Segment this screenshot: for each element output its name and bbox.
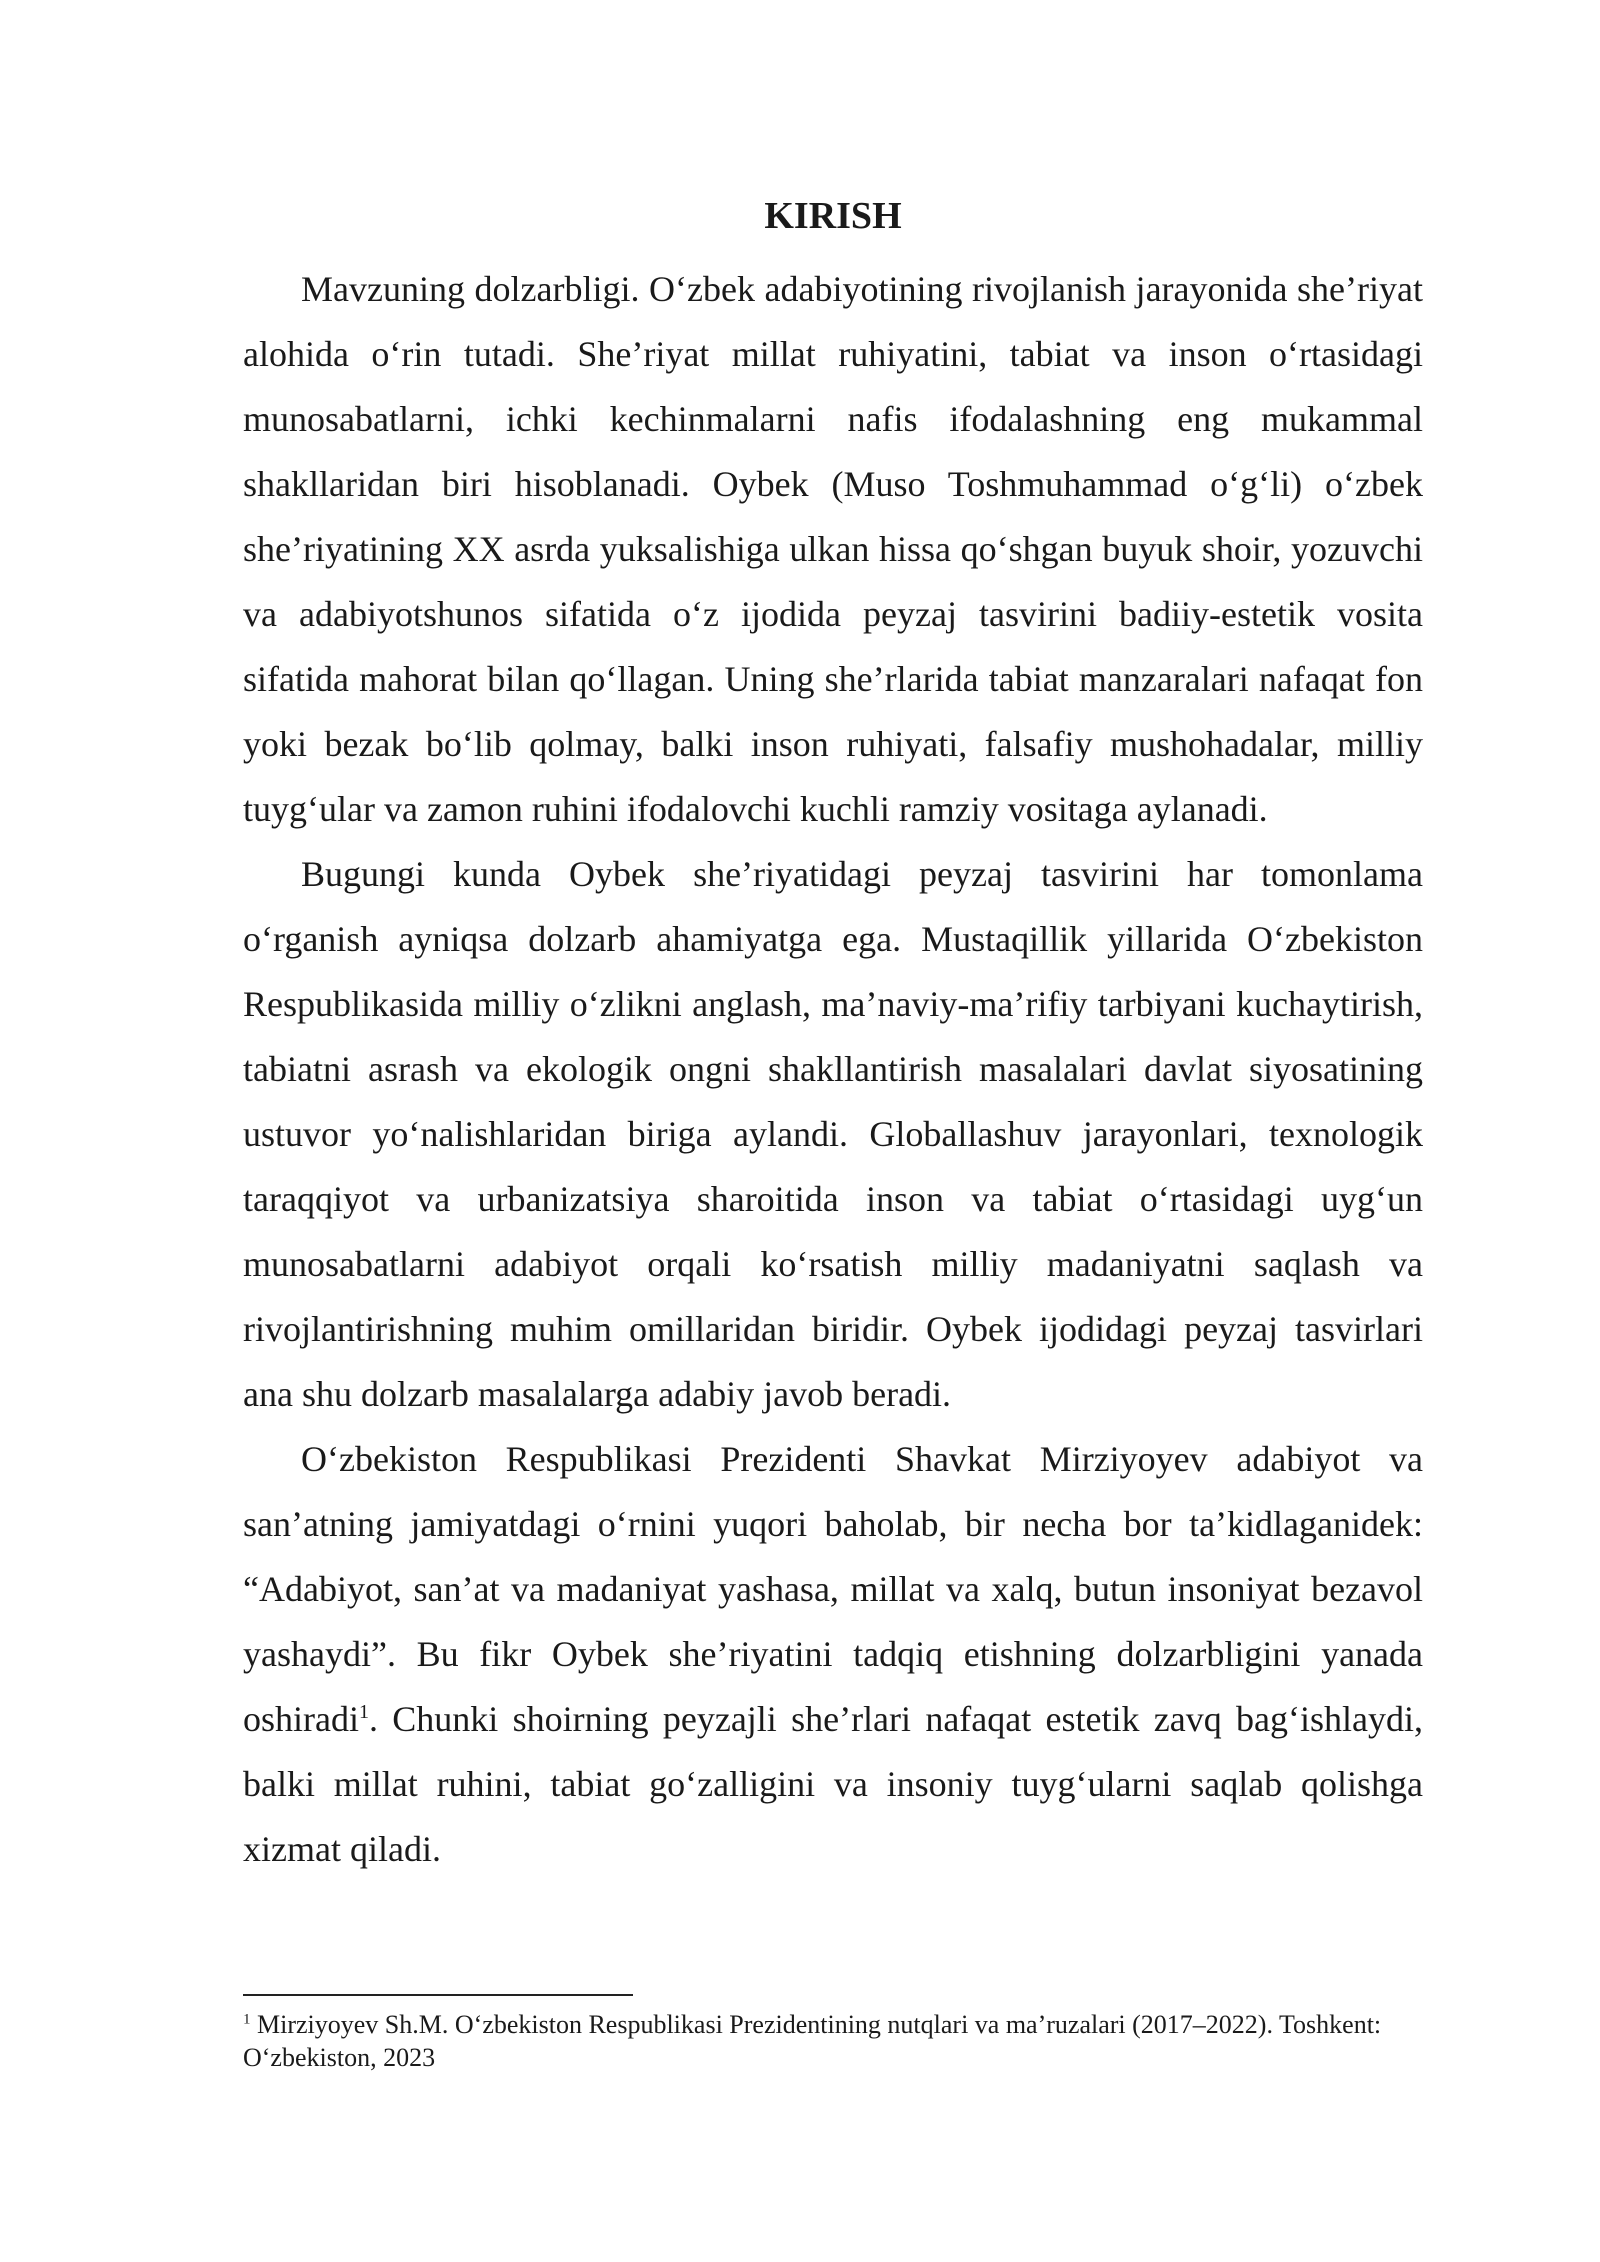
paragraph-relevance: Mavzuning dolzarbligi. O‘zbek adabiyotining rivojlanish jarayonida she’riyat alohida o‘rin tutadi. She’riyat millat ruhiyatini, tabiat va inson o‘rtasidagi munosabatlarni, ichki kechinmalarni nafis ifodalashning eng mukammal shakllaridan biri hisoblanadi. Oybek (Muso Toshmuhammad o‘g‘li) o‘zbek she’riyatining XX asrda yuksalishiga ulkan hissa qo‘shgan buyuk shoir, yozuvchi va adabiyotshunos sifatida o‘z ijodida peyzaj tasvirini badiiy-estetik vosita sifatida mahorat bilan qo‘llagan. Uning she’rlarida tabiat manzaralari nafaqat fon yoki bezak bo‘lib qolmay, balki inson ruhiyati, falsafiy mushohadalar, milliy tuyg‘ular va zamon ruhini ifodalovchi kuchli ramziy vositaga aylanadi.: [243, 269, 1423, 829]
footnote: [243, 2008, 1423, 2074]
footnote-marker: 1: [243, 2011, 251, 2028]
body-text: [243, 257, 1423, 1882]
page-title: KIRISH: [764, 195, 902, 237]
footnote-reference: 1: [358, 1701, 369, 1723]
paragraph-president-text-before: O‘zbekiston Respublikasi Prezidenti Shavkat Mirziyoyev adabiyot va san’atning jamiyatdagi o‘rnini yuqori baholab, bir necha bor ta’kidlaganidek: “Adabiyot, san’at va madaniyat yashasa, millat va xalq, butun insoniyat bezavol yashaydi”. Bu fikr Oybek she’riyatini tadqiq etishning dolzarbligini yanada oshiradi: [243, 1439, 1423, 1739]
paragraph-president: [243, 1427, 1423, 1882]
paragraph-today: Bugungi kunda Oybek she’riyatidagi peyzaj tasvirini har tomonlama o‘rganish ayniqsa dolzarb ahamiyatga ega. Mustaqillik yillarida O‘zbekiston Respublikasida milliy o‘zlikni anglash, ma’naviy-ma’rifiy tarbiyani kuchaytirish, tabiatni asrash va ekologik ongni shakllantirish masalalari davlat siyosatining ustuvor yo‘nalishlaridan biriga aylandi. Globallashuv jarayonlari, texnologik taraqqiyot va urbanizatsiya sharoitida inson va tabiat o‘rtasidagi uyg‘un munosabatlarni adabiyot orqali ko‘rsatish milliy madaniyatni saqlash va rivojlantirishning muhim omillaridan biridir. Oybek ijodidagi peyzaj tasvirlari ana shu dolzarb masalalarga adabiy javob beradi.: [243, 854, 1423, 1414]
paragraph-president-text-after: . Chunki shoirning peyzajli she’rlari nafaqat estetik zavq bag‘ishlaydi, balki millat ruhini, tabiat go‘zalligini va insoniy tuyg‘ularni saqlab qolishga xizmat qiladi.: [243, 1699, 1423, 1869]
footnote-divider: [243, 1994, 633, 1996]
footnote-text: Mirziyoyev Sh.M. O‘zbekiston Respublikasi Prezidentining nutqlari va ma’ruzalari (2017–2022). Toshkent: O‘zbekiston, 2023: [243, 2010, 1382, 2072]
